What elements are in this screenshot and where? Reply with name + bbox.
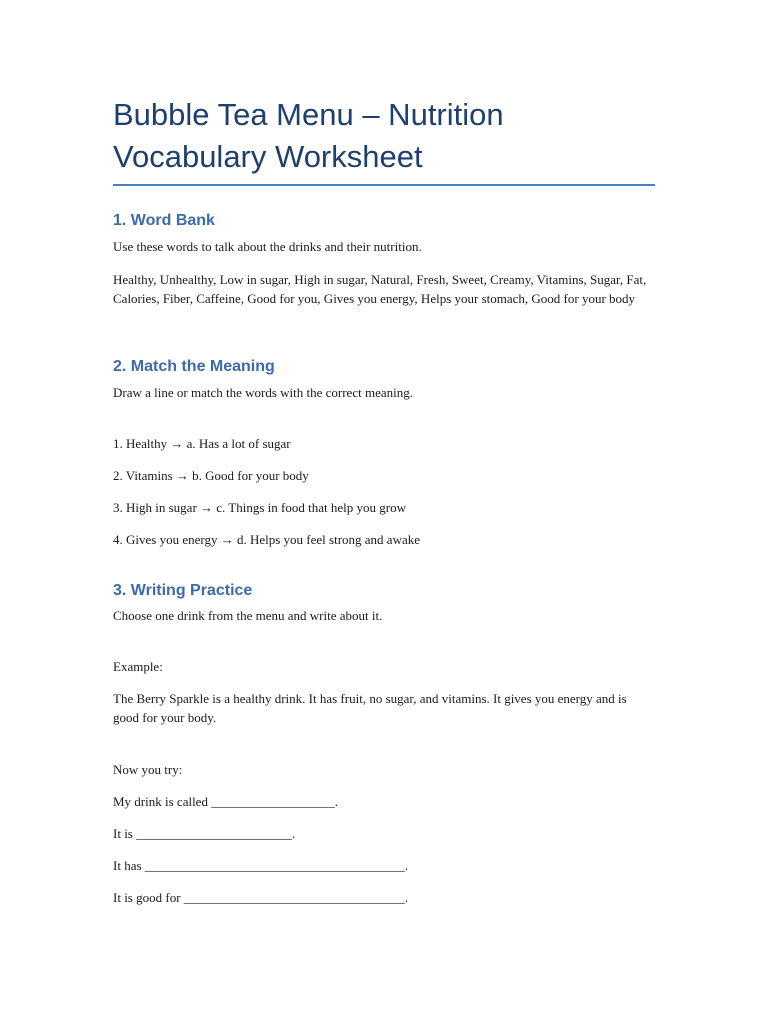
section-heading-writing: 3. Writing Practice	[113, 582, 253, 599]
writing-prompt: It is ________________________.	[113, 826, 296, 841]
try-label: Now you try:	[113, 762, 183, 777]
match-item: 3. High in sugar → c. Things in food that help you grow	[113, 500, 406, 515]
match-item: 4. Gives you energy → d. Helps you feel strong and awake	[113, 532, 420, 547]
word-bank-intro: Use these words to talk about the drinks and their nutrition.	[113, 239, 422, 254]
example-text: The Berry Sparkle is a healthy drink. It has fruit, no sugar, and vitamins. It gives you energy and is good for your body.	[113, 691, 627, 725]
match-intro: Draw a line or match the words with the correct meaning.	[113, 385, 413, 400]
writing-intro: Choose one drink from the menu and write about it.	[113, 608, 383, 623]
writing-prompt: It is good for __________________________________.	[113, 890, 409, 905]
match-item: 2. Vitamins → b. Good for your body	[113, 468, 309, 483]
section-heading-match: 2. Match the Meaning	[113, 358, 275, 375]
worksheet-page	[113, 94, 655, 905]
page-title: Bubble Tea Menu – Nutrition Vocabulary Worksheet	[113, 94, 655, 186]
example-label: Example:	[113, 659, 163, 674]
word-bank-list: Healthy, Unhealthy, Low in sugar, High in sugar, Natural, Fresh, Sweet, Creamy, Vitamins, Sugar, Fat, Calories, Fiber, Caffeine, Good for you, Gives you energy, Helps your stomach, Good for your body	[113, 272, 647, 306]
match-item: 1. Healthy → a. Has a lot of sugar	[113, 436, 291, 451]
section-heading-word-bank: 1. Word Bank	[113, 212, 215, 229]
writing-prompt: It has ________________________________________.	[113, 858, 409, 873]
writing-prompt: My drink is called ___________________.	[113, 794, 338, 809]
